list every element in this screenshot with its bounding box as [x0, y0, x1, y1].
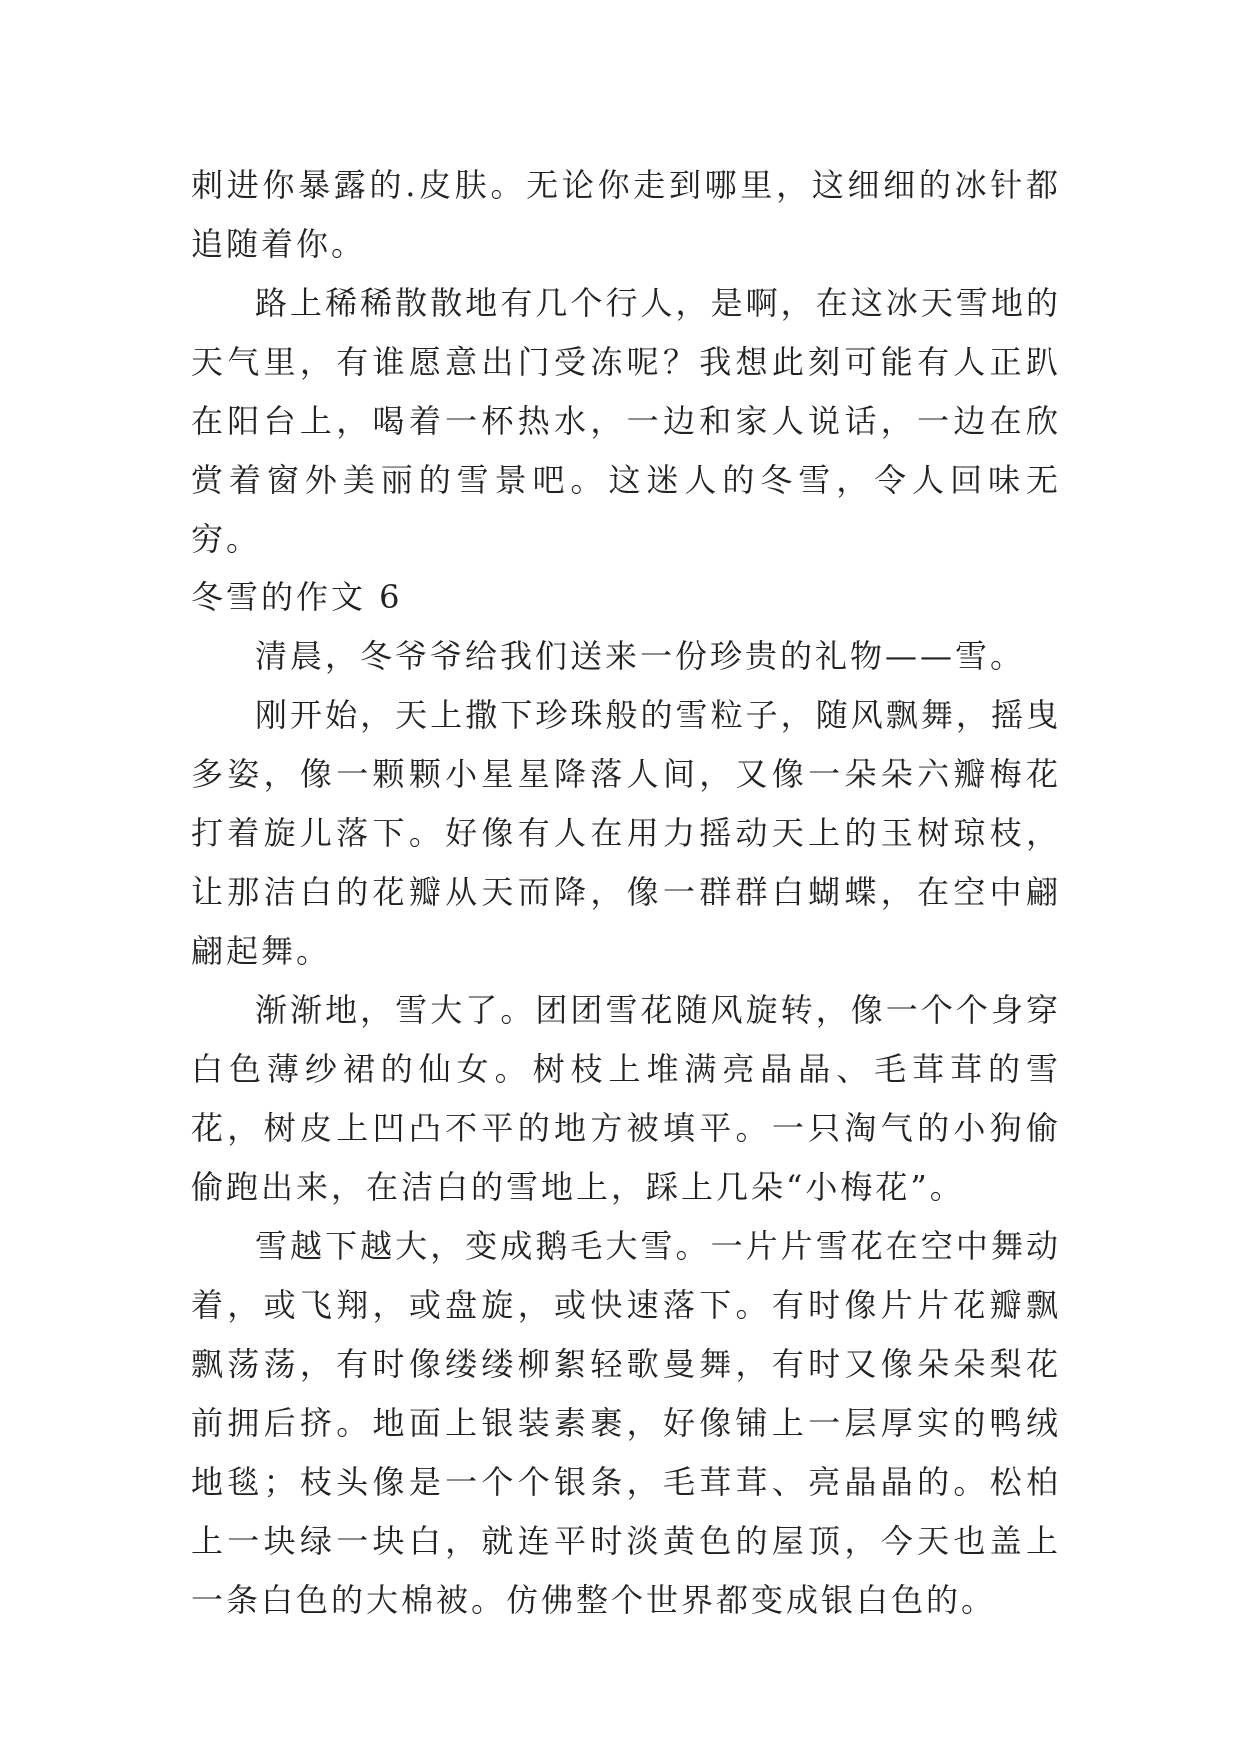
- essay-title-block: [191, 568, 1061, 627]
- previous-essay-ending: [191, 156, 1061, 569]
- paragraph: 清晨，冬爷爷给我们送来一份珍贵的礼物——雪。: [255, 637, 1026, 675]
- paragraph: 路上稀稀散散地有几个行人，是啊，在这冰天雪地的天气里，有谁愿意出门受冻呢？我想此刻可能有人正趴在阳台上，喝着一杯热水，一边和家人说话，一边在欣赏着窗外美丽的雪景吧。这迷人的冬雪，令人回味无穷。: [191, 284, 1061, 558]
- essay-body: [191, 627, 1061, 1630]
- essay-title: 冬雪的作文 6: [191, 578, 403, 616]
- paragraph: 刚开始，天上撒下珍珠般的雪粒子，随风飘舞，摇曳多姿，像一颗颗小星星降落人间，又像一朵朵六瓣梅花打着旋儿落下。好像有人在用力摇动天上的玉树琼枝，让那洁白的花瓣从天而降，像一群群白蝴蝶，在空中翩翩起舞。: [191, 696, 1061, 970]
- paragraph: 渐渐地，雪大了。团团雪花随风旋转，像一个个身穿白色薄纱裙的仙女。树枝上堆满亮晶晶、毛茸茸的雪花，树皮上凹凸不平的地方被填平。一只淘气的小狗偷偷跑出来，在洁白的雪地上，踩上几朵“小梅花”。: [191, 991, 1061, 1206]
- paragraph: 雪越下越大，变成鹅毛大雪。一片片雪花在空中舞动着，或飞翔，或盘旋，或快速落下。有时像片片花瓣飘飘荡荡，有时像缕缕柳絮轻歌曼舞，有时又像朵朵梨花前拥后挤。地面上银装素裹，好像铺上一层厚实的鸭绒地毯；枝头像是一个个银条，毛茸茸、亮晶晶的。松柏上一块绿一块白，就连平时淡黄色的屋顶，今天也盖上一条白色的大棉被。仿佛整个世界都变成银白色的。: [191, 1227, 1061, 1619]
- paragraph-continuation: 刺进你暴露的.皮肤。无论你走到哪里，这细细的冰针都追随着你。: [191, 166, 1061, 263]
